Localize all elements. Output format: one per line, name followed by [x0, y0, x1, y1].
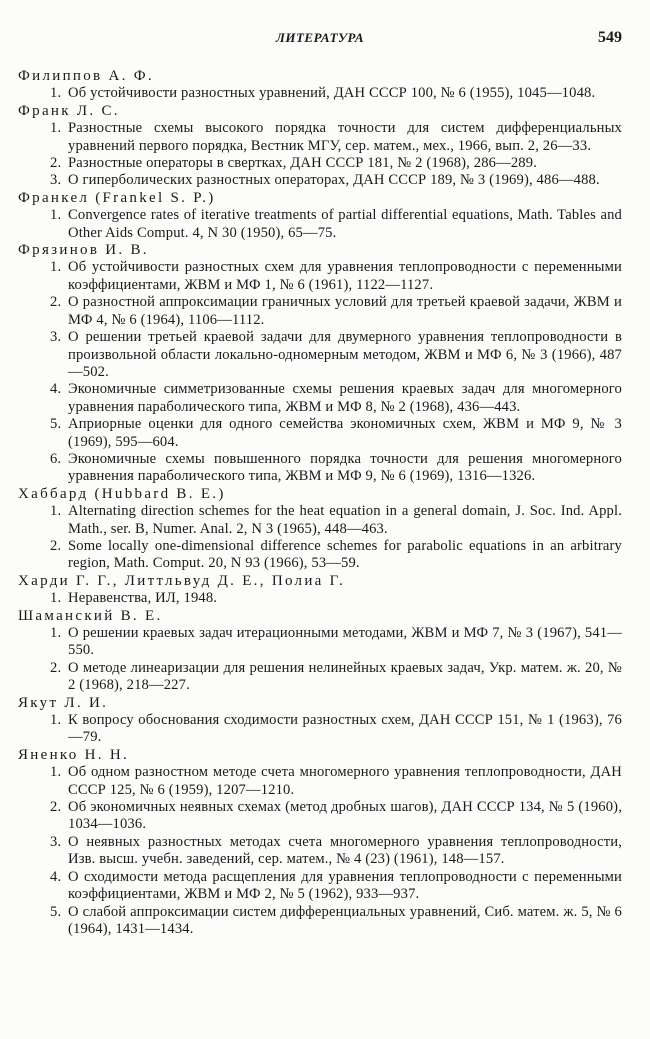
- reference-number: 1.: [50, 85, 62, 102]
- reference-number: 1.: [50, 259, 62, 276]
- reference-number: 2.: [50, 659, 62, 676]
- reference-item: [18, 329, 622, 381]
- reference-number: 2.: [50, 155, 62, 172]
- reference-number: 1.: [50, 625, 62, 641]
- author-heading: Якут Л. И.: [18, 694, 109, 711]
- reference-item: [18, 416, 622, 451]
- author-heading: Яненко Н. Н.: [18, 746, 130, 763]
- reference-number: 4.: [50, 381, 62, 398]
- reference-item: [18, 799, 622, 834]
- reference-item: [18, 294, 622, 329]
- reference-text: О сходимости метода расщепления для уравнения теплопроводности с переменными коэффициентами, ЖВМ и МФ 2, № 5 (1962), 933—937.: [68, 868, 622, 903]
- author-heading: Филиппов А. Ф.: [18, 68, 154, 84]
- reference-item: [18, 625, 622, 660]
- reference-number: 3.: [50, 172, 62, 189]
- reference-number: 1.: [50, 503, 62, 520]
- reference-item: [18, 764, 622, 799]
- reference-number: 5.: [50, 416, 62, 433]
- reference-number: 3.: [50, 833, 62, 850]
- reference-number: 1.: [50, 764, 62, 781]
- reference-text: Об одном разностном методе счета многомерного уравнения теплопроводности, ДАН СССР 125, № 6 (1959), 1207—1210.: [68, 764, 622, 798]
- author-heading: Харди Г. Г., Литтльвуд Д. Е., Полиа Г.: [18, 572, 346, 589]
- reference-number: 2.: [50, 294, 62, 311]
- reference-text: Alternating direction schemes for the heat equation in a general domain, J. Soc. Ind. Appl. Math., ser. B, Numer. Anal. 2, N 3 (1965), 448—463.: [68, 503, 622, 537]
- reference-item: [18, 869, 622, 904]
- reference-number: 2.: [50, 799, 62, 816]
- reference-text: О методе линеаризации для решения нелинейных краевых задач, Укр. матем. ж. 20, № 2 (1968), 218—227.: [68, 659, 622, 694]
- reference-number: 1.: [50, 590, 62, 607]
- reference-text: О слабой аппроксимации систем дифференциальных уравнений, Сиб. матем. ж. 5, № 6 (1964), 1431—1434.: [68, 903, 622, 937]
- reference-number: 1.: [50, 207, 62, 224]
- reference-text: Об устойчивости разностных схем для уравнения теплопроводности с переменными коэффициентами, ЖВМ и МФ 1, № 6 (1961), 1122—1127.: [68, 259, 622, 293]
- reference-number: 5.: [50, 903, 62, 920]
- reference-text: К вопросу обоснования сходимости разностных схем, ДАН СССР 151, № 1 (1963), 76—79.: [68, 712, 622, 746]
- reference-text: Неравенства, ИЛ, 1948.: [68, 590, 218, 607]
- reference-text: Экономичные симметризованные схемы решения краевых задач для многомерного уравнения параболического типа, ЖВМ и МФ 8, № 2 (1968), 436—443.: [68, 381, 622, 415]
- author-heading: Шаманский В. Е.: [18, 607, 163, 624]
- reference-text: О решении краевых задач итерационными методами, ЖВМ и МФ 7, № 3 (1967), 541—550.: [68, 625, 622, 659]
- reference-item: [18, 120, 622, 155]
- reference-list: [18, 68, 622, 938]
- reference-text: О неявных разностных методах счета многомерного уравнения теплопроводности, Изв. высш. учебн. заведений, сер. матем., № 4 (23) (1961), 148—157.: [68, 833, 622, 868]
- reference-text: Convergence rates of iterative treatments of partial differential equations, Math. Tables and Other Aids Comput. 4, N 30 (1950), 65—75.: [68, 207, 622, 241]
- reference-number: 4.: [50, 868, 62, 885]
- reference-item: [18, 259, 622, 294]
- reference-text: Априорные оценки для одного семейства экономичных схем, ЖВМ и МФ 9, № 3 (1969), 595—604.: [68, 416, 622, 450]
- reference-text: О разностной аппроксимации граничных условий для третьей краевой задачи, ЖВМ и МФ 4, № 6 (1964), 1106—1112.: [68, 294, 622, 328]
- reference-item: [18, 85, 622, 102]
- reference-text: Some locally one-dimensional difference schemes for parabolic equations in an arbitrary region, Math. Comput. 20, N 93 (1966), 53—59.: [68, 537, 622, 572]
- reference-item: [18, 503, 622, 538]
- reference-number: 3.: [50, 329, 62, 346]
- author-heading: Франк Л. С.: [18, 102, 120, 119]
- reference-item: [18, 590, 622, 607]
- author-heading: Франкел (Frankel S. P.): [18, 189, 216, 206]
- reference-text: Разностные схемы высокого порядка точности для систем дифференциальных уравнений первого порядка, Вестник МГУ, сер. матем., мех., 1966, вып. 2, 26—33.: [68, 120, 622, 154]
- running-title: ЛИТЕРАТУРА: [275, 30, 365, 45]
- reference-number: 1.: [50, 120, 62, 137]
- author-heading: Хаббард (Hubbard B. E.): [18, 485, 226, 502]
- reference-item: [18, 904, 622, 939]
- reference-text: Об устойчивости разностных уравнений, ДАН СССР 100, № 6 (1955), 1045—1048.: [68, 85, 596, 102]
- reference-number: 6.: [50, 450, 62, 467]
- reference-number: 1.: [50, 712, 62, 729]
- reference-item: [18, 712, 622, 747]
- page-number: 549: [598, 29, 622, 46]
- reference-item: [18, 451, 622, 486]
- reference-text: Разностные операторы в свертках, ДАН СССР 181, № 2 (1968), 286—289.: [68, 155, 537, 172]
- reference-item: [18, 207, 622, 242]
- reference-item: [18, 155, 622, 172]
- reference-text: О гиперболических разностных операторах, ДАН СССР 189, № 3 (1969), 486—488.: [68, 172, 600, 189]
- reference-item: [18, 381, 622, 416]
- reference-item: [18, 834, 622, 869]
- reference-text: Об экономичных неявных схемах (метод дробных шагов), ДАН СССР 134, № 5 (1960), 1034—1036.: [68, 799, 622, 833]
- page-header: [18, 30, 622, 66]
- reference-item: [18, 660, 622, 695]
- reference-item: [18, 538, 622, 573]
- reference-number: 2.: [50, 537, 62, 554]
- reference-text: Экономичные схемы повышенного порядка точности для решения многомерного уравнения параболического типа, ЖВМ и МФ 9, № 6 (1969), 1316—1326.: [68, 450, 622, 485]
- reference-text: О решении третьей краевой задачи для двумерного уравнения теплопроводности в произвольной области локально-одномерным методом, ЖВМ и МФ 6, № 3 (1966), 487—502.: [68, 329, 622, 380]
- author-heading: Фрязинов И. В.: [18, 242, 149, 259]
- reference-item: [18, 172, 622, 189]
